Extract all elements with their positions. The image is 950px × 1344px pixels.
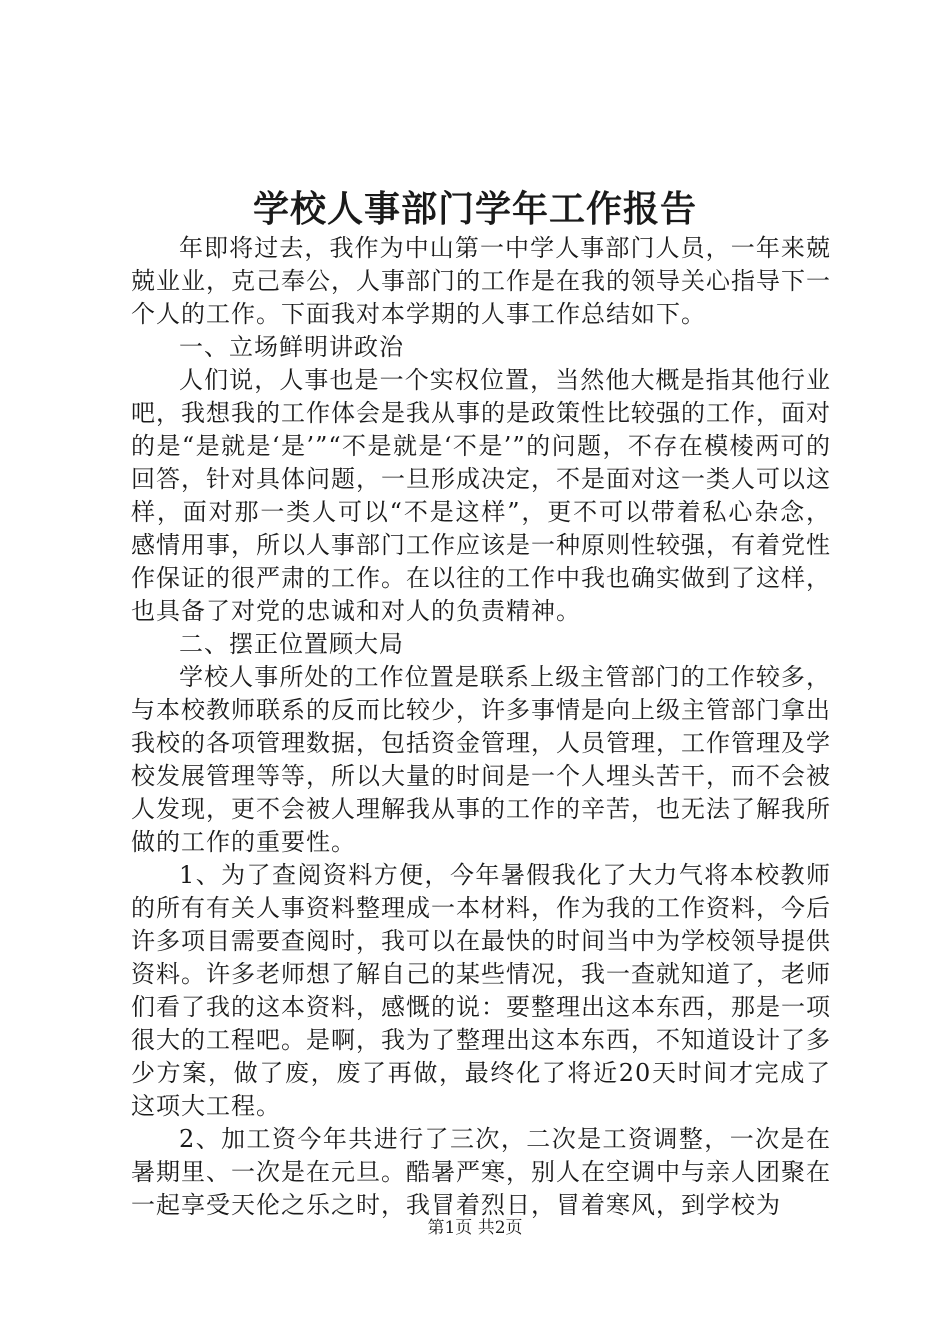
section-heading-1: 一、立场鲜明讲政治 bbox=[179, 333, 404, 361]
body-paragraph: 学校人事所处的工作位置是联系上级主管部门的工作较多，与本校教师联系的反而比较少，许多事情是向上级主管部门拿出我校的各项管理数据，包括资金管理，人员管理，工作管理及学校发展管理等等，所以大量的时间是一个人埋头苦干，而不会被人发现，更不会被人理解我从事的工作的辛苦，也无法了解我所做的工作的重要性。 bbox=[131, 663, 831, 856]
numbered-paragraph-1: 1、为了查阅资料方便，今年暑假我化了大力气将本校教师的所有有关人事资料整理成一本材料，作为我的工作资料，今后许多项目需要查阅时，我可以在最快的时间当中为学校领导提供资料。许多老师想了解自己的某些情况，我一查就知道了，老师们看了我的这本资料，感慨的说：要整理出这本东西，那是一项很大的工程吧。是啊，我为了整理出这本东西，不知道设计了多少方案，做了废，废了再做，最终化了将近20天时间才完成了这项大工程。 bbox=[131, 861, 831, 1120]
numbered-paragraph-2: 2、加工资今年共进行了三次，二次是工资调整，一次是在暑期里、一次是在元旦。酷暑严寒，别人在空调中与亲人团聚在一起享受天伦之乐之时，我冒着烈日，冒着寒风，到学校为 bbox=[131, 1125, 831, 1219]
page-number-footer: 第1页 共2页 bbox=[427, 1218, 523, 1238]
document-body bbox=[131, 232, 831, 1222]
section-heading-2: 二、摆正位置顾大局 bbox=[179, 630, 404, 658]
intro-paragraph: 年即将过去，我作为中山第一中学人事部门人员，一年来兢兢业业，克己奉公，人事部门的工作是在我的领导关心指导下一个人的工作。下面我对本学期的人事工作总结如下。 bbox=[131, 234, 831, 328]
body-paragraph: 人们说，人事也是一个实权位置，当然他大概是指其他行业吧，我想我的工作体会是我从事的是政策性比较强的工作，面对的是“是就是‘是’”“不是就是‘不是’”的问题，不存在模棱两可的回答，针对具体问题，一旦形成决定，不是面对这一类人可以这样，面对那一类人可以“不是这样”，更不可以带着私心杂念，感情用事，所以人事部门工作应该是一种原则性较强，有着党性作保证的很严肃的工作。在以往的工作中我也确实做到了这样，也具备了对党的忠诚和对人的负责精神。 bbox=[131, 366, 831, 625]
document-title: 学校人事部门学年工作报告 bbox=[252, 188, 697, 230]
